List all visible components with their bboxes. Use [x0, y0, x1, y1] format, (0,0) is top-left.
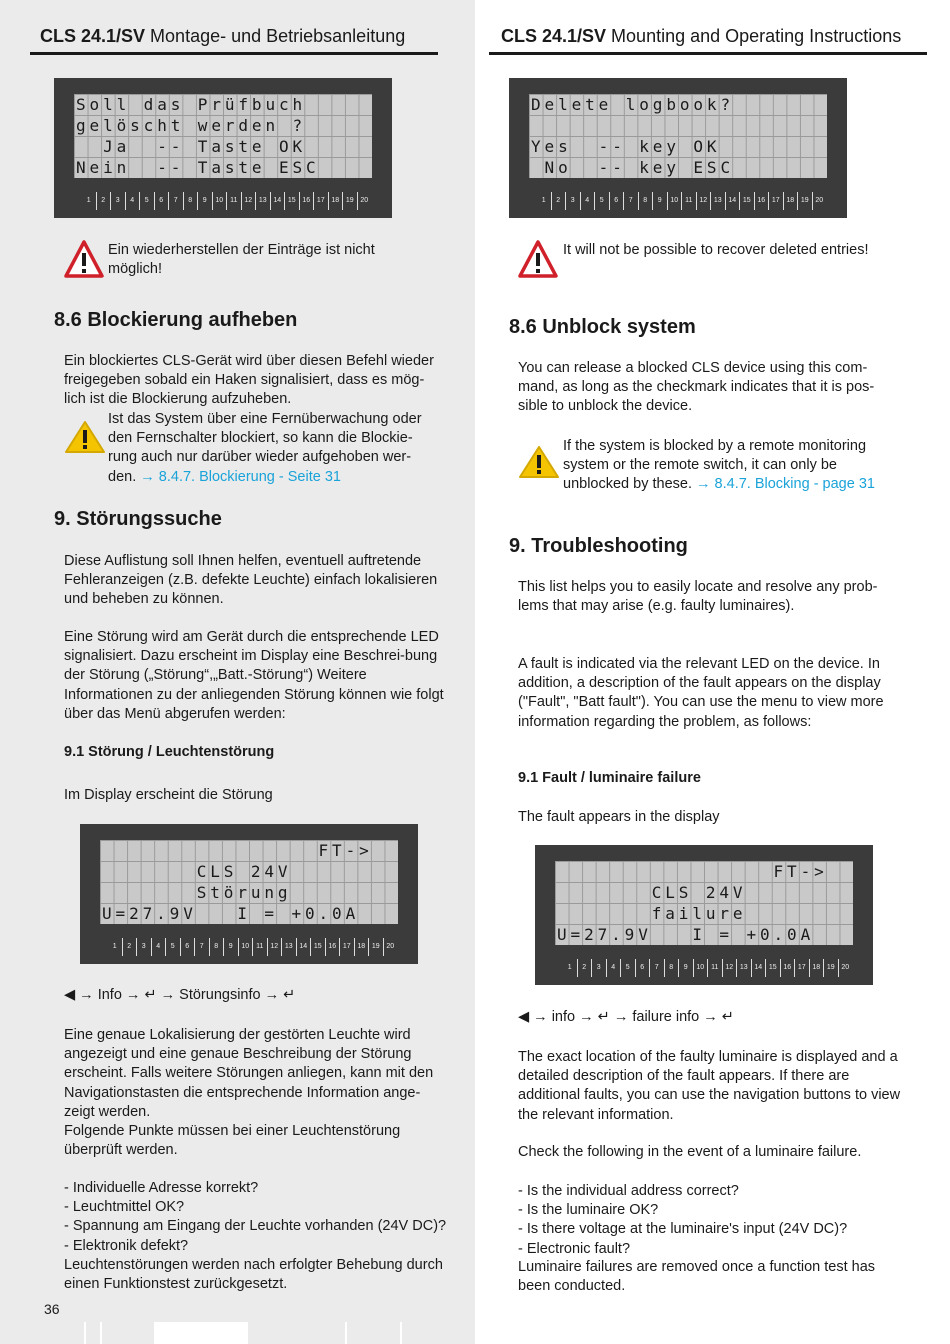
lcd-column-number: 17: [794, 959, 809, 977]
lcd-column-number: 3: [591, 959, 606, 977]
lcd-column-number: 13: [281, 938, 296, 956]
lcd-column-number: 10: [667, 192, 682, 210]
lcd-column-number: 2: [96, 192, 111, 210]
lcd-column-number: 8: [664, 959, 679, 977]
lcd-column-number: 9: [223, 938, 238, 956]
lcd-column-number: 5: [594, 192, 609, 210]
lcd-screen: [74, 94, 372, 178]
cross-reference-link[interactable]: → 8.4.7. Blocking - page 31: [696, 476, 875, 493]
lcd-column-number: 14: [725, 192, 740, 210]
lcd-line: U=27.9V I = +0.0A: [102, 904, 360, 923]
lcd-column-number: 20: [838, 959, 853, 977]
lcd-column-number: 14: [270, 192, 285, 210]
lcd-line: failure: [557, 904, 747, 923]
header-rule: [489, 52, 927, 55]
lcd-column-number: 2: [551, 192, 566, 210]
lcd-column-number: 6: [609, 192, 624, 210]
lcd-column-number: 10: [212, 192, 227, 210]
lcd-display: [80, 824, 418, 964]
section-heading-9: 9. Störungssuche: [54, 508, 222, 530]
lcd-column-number: 11: [252, 938, 267, 956]
lcd-column-number: 15: [284, 192, 299, 210]
lcd-column-number: 7: [649, 959, 664, 977]
lcd-column-number: 2: [122, 938, 137, 956]
list-item: - Is the luminaire OK?: [518, 1202, 659, 1219]
lcd-column-number: 19: [797, 192, 812, 210]
list-item: - Individuelle Adresse korrekt?: [64, 1180, 259, 1196]
lcd-column-number: 8: [638, 192, 653, 210]
lcd-column-number: 1: [112, 943, 117, 950]
lcd-line: Nein -- Taste ESC: [76, 158, 320, 177]
bottom-decor: [154, 1322, 248, 1344]
lcd-column-number: 11: [226, 192, 241, 210]
lcd-column-number: 10: [238, 938, 253, 956]
lcd-column-numbers: [563, 959, 853, 977]
section-heading-9: 9. Troubleshooting: [509, 535, 688, 557]
lcd-column-number: 9: [197, 192, 212, 210]
lcd-column-number: 3: [565, 192, 580, 210]
lcd-column-number: 6: [635, 959, 650, 977]
lcd-display: [535, 845, 873, 985]
lcd-column-number: 17: [768, 192, 783, 210]
lcd-column-number: 7: [623, 192, 638, 210]
lcd-line: No -- key ESC: [531, 158, 734, 177]
lcd-column-number: 4: [606, 959, 621, 977]
section-heading-8-6: 8.6 Unblock system: [509, 316, 696, 338]
lcd-column-number: 6: [180, 938, 195, 956]
paragraph: Eine Störung wird am Gerät durch die entsprechende LED signalisiert. Dazu erscheint im Display eine Beschrei-bung der Störung („Störung“,„Batt.-Störung“) Weitere Informationen zu der anliegenden Störung können wie folgt über das Menü abgerufen werden:: [64, 629, 444, 722]
subsection-heading-9-1: 9.1 Störung / Leuchtenstörung: [64, 744, 275, 760]
lcd-screen: [555, 861, 853, 945]
lcd-line: CLS 24V: [102, 862, 292, 881]
lcd-line: [529, 115, 531, 136]
lcd-column-number: 12: [722, 959, 737, 977]
list-item: - Spannung am Eingang der Leuchte vorhanden (24V DC)?: [64, 1218, 447, 1235]
lcd-column-number: 7: [168, 192, 183, 210]
lcd-display: [54, 78, 392, 218]
header-rule: [30, 52, 438, 55]
lcd-column-number: 16: [325, 938, 340, 956]
lcd-column-number: 3: [136, 938, 151, 956]
lcd-column-number: 4: [151, 938, 166, 956]
lcd-display: [509, 78, 847, 218]
bottom-decor: [100, 1322, 102, 1344]
paragraph: You can release a blocked CLS device using this com-mand, as long as the checkmark indicates that it is pos-sible to unblock the device.: [518, 360, 875, 415]
lcd-line: gelöscht werden ?: [76, 116, 307, 135]
lcd-column-number: 20: [383, 938, 398, 956]
lcd-column-number: 9: [678, 959, 693, 977]
lcd-column-number: 6: [154, 192, 169, 210]
paragraph: Check the following in the event of a luminaire failure.: [518, 1144, 862, 1160]
lcd-column-number: 12: [696, 192, 711, 210]
warning-text: It will not be possible to recover deleted entries!: [563, 242, 869, 258]
warning-text: Ein wiederherstellen der Einträge ist nicht möglich!: [108, 242, 375, 278]
paragraph: Ein blockiertes CLS-Gerät wird über diesen Befehl wieder freigegeben sobald ein Haken signalisiert, dass es mög-lich ist die Blockierung aufzuheben.: [64, 353, 434, 408]
warning-icon: [518, 240, 558, 283]
list-item: - Electronic fault?: [518, 1240, 631, 1257]
lcd-column-number: 15: [739, 192, 754, 210]
lcd-line: Störung: [102, 883, 292, 902]
lcd-screen: [100, 840, 398, 924]
paragraph: A fault is indicated via the relevant LED on the device. In addition, a description of the fault appears on the display ("Fault", "Batt fault"). You can use the menu to view more information regarding the problem, as follows:: [518, 656, 884, 730]
bottom-decor: [400, 1322, 402, 1344]
lcd-column-number: 7: [194, 938, 209, 956]
lcd-column-numbers: [82, 192, 372, 210]
lcd-column-number: 18: [809, 959, 824, 977]
lcd-column-number: 4: [125, 192, 140, 210]
list-item: - Elektronik defekt?: [64, 1237, 189, 1254]
paragraph: Folgende Punkte müssen bei einer Leuchtenstörung überprüft werden.: [64, 1123, 401, 1159]
paragraph: The exact location of the faulty luminaire is displayed and a detailed description of the fault appears. If there are additional faults, you can use the navigation buttons to view the relevant information.: [518, 1049, 901, 1123]
lcd-column-number: 18: [783, 192, 798, 210]
note-text: Ist das System über eine Fernüberwachung oder den Fernschalter blockiert, so kann die Blockie-rung auch nur darüber wieder aufgehoben wer-den. → 8.4.7. Blockierung - Seite 31: [108, 411, 422, 485]
lcd-column-number: 13: [736, 959, 751, 977]
lcd-line: Yes -- key OK: [531, 137, 721, 156]
paragraph: Eine genaue Lokalisierung der gestörten Leuchte wird angezeigt und eine genaue Beschreibung der Störung erscheint. Falls weitere Störungen anliegen, kann mit den Navigationstasten die entsprechende Information ange-zeigt werden.: [64, 1027, 434, 1120]
lcd-column-number: 1: [541, 197, 546, 204]
lcd-column-number: 15: [310, 938, 325, 956]
paragraph: This list helps you to easily locate and resolve any prob-lems that may arise (e.g. faulty luminaires).: [518, 579, 878, 615]
right-column-english: [475, 0, 950, 1344]
lcd-line: U=27.9V I = +0.0A: [557, 925, 815, 944]
checklist: [518, 1182, 918, 1259]
section-heading-8-6: 8.6 Blockierung aufheben: [54, 309, 298, 331]
lcd-line: Ja -- Taste OK: [76, 137, 307, 156]
bottom-decor: [84, 1322, 86, 1344]
lcd-column-number: 16: [754, 192, 769, 210]
lcd-column-numbers: [108, 938, 398, 956]
lcd-column-number: 13: [710, 192, 725, 210]
cross-reference-link[interactable]: → 8.4.7. Blockierung - Seite 31: [140, 468, 341, 485]
lcd-screen: [529, 94, 827, 178]
lcd-column-number: 20: [357, 192, 372, 210]
lcd-column-number: 5: [165, 938, 180, 956]
list-item: - Is the individual address correct?: [518, 1183, 739, 1199]
lcd-column-numbers: [537, 192, 827, 210]
lcd-line: Soll das Prüfbuch: [76, 95, 307, 114]
lcd-column-number: 12: [241, 192, 256, 210]
subsection-heading-9-1: 9.1 Fault / luminaire failure: [518, 770, 701, 786]
lcd-column-number: 1: [86, 197, 91, 204]
lcd-column-number: 5: [139, 192, 154, 210]
list-item: - Is there voltage at the luminaire's input (24V DC)?: [518, 1221, 848, 1238]
paragraph: The fault appears in the display: [518, 809, 720, 825]
lcd-column-number: 14: [751, 959, 766, 977]
lcd-column-number: 3: [110, 192, 125, 210]
bottom-decor: [345, 1322, 347, 1344]
warning-icon: [64, 240, 104, 283]
menu-navigation-path: ◀ → Info → ↵ → Störungsinfo → ↵: [64, 987, 296, 1003]
lcd-column-number: 9: [652, 192, 667, 210]
paragraph: Leuchtenstörungen werden nach erfolgter Behebung durch einen Funktionstest zurückgesetzt.: [64, 1257, 443, 1293]
lcd-line: CLS 24V: [557, 883, 747, 902]
lcd-column-number: 13: [255, 192, 270, 210]
lcd-line: Delete logbook?: [531, 95, 734, 114]
lcd-line: FT->: [102, 841, 373, 860]
caution-icon: [518, 445, 560, 484]
lcd-column-number: 18: [354, 938, 369, 956]
lcd-column-number: 17: [339, 938, 354, 956]
lcd-column-number: 10: [693, 959, 708, 977]
lcd-column-number: 15: [765, 959, 780, 977]
lcd-column-number: 1: [567, 964, 572, 971]
list-item: - Leuchtmittel OK?: [64, 1199, 185, 1216]
menu-navigation-path: ◀ → info → ↵ → failure info → ↵: [518, 1009, 734, 1025]
lcd-column-number: 19: [823, 959, 838, 977]
lcd-column-number: 2: [577, 959, 592, 977]
lcd-column-number: 20: [812, 192, 827, 210]
page-number: 36: [44, 1301, 60, 1317]
lcd-column-number: 16: [780, 959, 795, 977]
lcd-column-number: 5: [620, 959, 635, 977]
lcd-line: FT->: [557, 862, 828, 881]
note-text: If the system is blocked by a remote monitoring system or the remote switch, it can only be unblocked by these. → 8.4.7. Blocking - page 31: [563, 438, 875, 493]
paragraph: Luminaire failures are removed once a function test has been conducted.: [518, 1259, 876, 1295]
lcd-column-number: 17: [313, 192, 328, 210]
paragraph: Im Display erscheint die Störung: [64, 787, 273, 803]
checklist: [64, 1179, 464, 1256]
lcd-column-number: 4: [580, 192, 595, 210]
page-header: CLS 24.1/SV Mounting and Operating Instructions: [501, 26, 902, 46]
page-header: CLS 24.1/SV Montage- und Betriebsanleitung: [40, 26, 406, 46]
lcd-column-number: 14: [296, 938, 311, 956]
lcd-column-number: 16: [299, 192, 314, 210]
lcd-column-number: 12: [267, 938, 282, 956]
lcd-column-number: 11: [707, 959, 722, 977]
lcd-column-number: 19: [368, 938, 383, 956]
lcd-column-number: 8: [209, 938, 224, 956]
paragraph: Diese Auflistung soll Ihnen helfen, eventuell auftretende Fehleranzeigen (z.B. defekte Leuchte) einfach lokalisieren und beheben zu können.: [64, 553, 438, 608]
caution-icon: [64, 420, 106, 459]
lcd-column-number: 11: [681, 192, 696, 210]
lcd-column-number: 8: [183, 192, 198, 210]
lcd-column-number: 18: [328, 192, 343, 210]
lcd-column-number: 19: [342, 192, 357, 210]
